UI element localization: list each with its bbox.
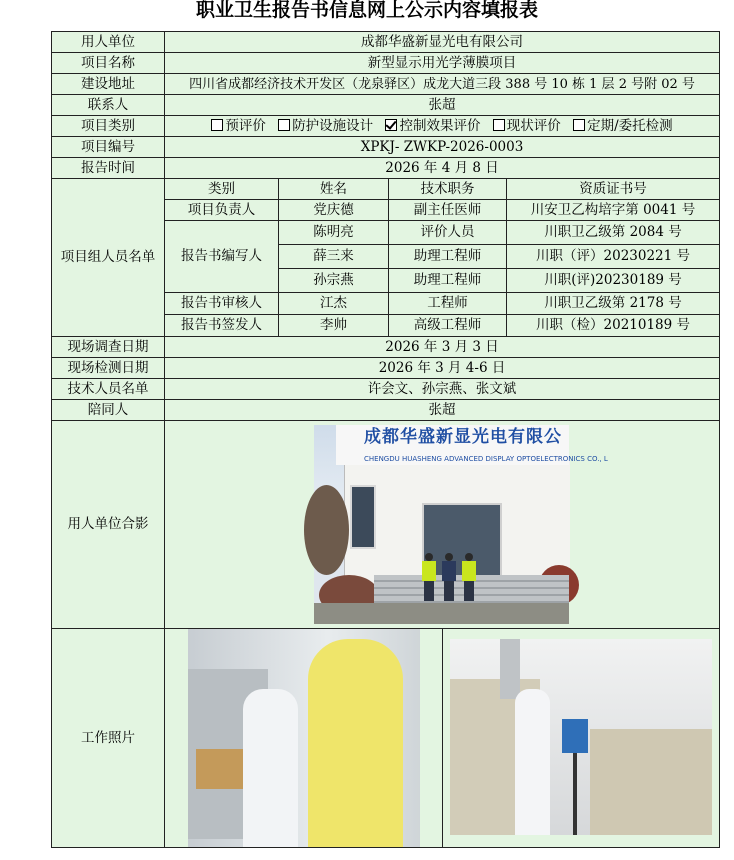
technicians-label: 技术人员名单: [52, 379, 165, 400]
photo-ground: [314, 603, 569, 624]
contact-value: 张超: [165, 95, 720, 116]
reviewer-role: 报告书审核人: [165, 293, 279, 315]
category-option-control-effect[interactable]: 控制效果评价: [385, 118, 480, 134]
disclosure-form-table: [51, 31, 720, 848]
person-figure: [422, 553, 436, 601]
team-header-category: 类别: [165, 179, 279, 200]
category-option-protection-design[interactable]: 防护设施设计: [278, 118, 373, 134]
address-label: 建设地址: [52, 74, 165, 95]
writer-name: 薛三来: [279, 245, 389, 269]
survey-date-label: 现场调查日期: [52, 337, 165, 358]
report-time-label: 报告时间: [52, 158, 165, 179]
row-escort: [52, 400, 720, 421]
photo-window: [350, 485, 376, 549]
category-option-periodic-test[interactable]: 定期/委托检测: [573, 118, 673, 134]
row-work-photos: [52, 629, 720, 848]
team-header-title: 技术职务: [389, 179, 507, 200]
leader-cert: 川安卫乙构培字第 0041 号: [507, 200, 720, 221]
checkbox-icon: [573, 119, 585, 131]
writer-name: 孙宗燕: [279, 269, 389, 293]
row-category: [52, 116, 720, 137]
project-no-label: 项目编号: [52, 137, 165, 158]
photo-sign-band: [336, 425, 608, 465]
writer-cert: 川职卫乙级第 2084 号: [507, 221, 720, 245]
writer-title: 评价人员: [389, 221, 507, 245]
writer-cert: 川职(评)20230189 号: [507, 269, 720, 293]
row-group-photo: [52, 421, 720, 629]
row-report-time: [52, 158, 720, 179]
project-name-value: 新型显示用光学薄膜项目: [165, 53, 720, 74]
team-header-row: [52, 179, 720, 200]
leader-role: 项目负责人: [165, 200, 279, 221]
checkbox-icon: [493, 119, 505, 131]
contact-label: 联系人: [52, 95, 165, 116]
work-photo-cell-2: [443, 629, 720, 848]
work-photo-cell-1: [165, 629, 443, 848]
work-photo-equipment-test: [450, 639, 712, 835]
category-option-pre-eval[interactable]: 预评价: [211, 118, 266, 134]
employer-label: 用人单位: [52, 32, 165, 53]
address-value: 四川省成都经济技术开发区（龙泉驿区）成龙大道三段 388 号 10 栋 1 层 2 号附 02 号: [165, 74, 720, 95]
issuer-name: 李帅: [279, 315, 389, 337]
group-photo-label: 用人单位合影: [52, 421, 165, 629]
company-sign-text: 成都华盛新显光电有限公: [364, 427, 562, 447]
issuer-role: 报告书签发人: [165, 315, 279, 337]
project-no-value: XPKJ- ZWKP-2026-0003: [165, 137, 720, 158]
writer-title: 助理工程师: [389, 245, 507, 269]
leader-title: 副主任医师: [389, 200, 507, 221]
group-photo-image: [314, 425, 608, 624]
row-contact: [52, 95, 720, 116]
group-photo-cell: [165, 421, 720, 629]
form-title: 职业卫生报告书信息网上公示内容填报表: [195, 0, 538, 21]
person-figure: [442, 553, 456, 601]
worker-yellow-suit: [308, 639, 403, 847]
row-survey-date: [52, 337, 720, 358]
row-test-date: [52, 358, 720, 379]
writers-role: 报告书编写人: [165, 221, 279, 293]
row-project-name: [52, 53, 720, 74]
technicians-value: 许会文、孙宗燕、张文斌: [165, 379, 720, 400]
work-photos-label: 工作照片: [52, 629, 165, 848]
checkbox-icon: [211, 119, 223, 131]
escort-value: 张超: [165, 400, 720, 421]
worker-white-suit: [515, 689, 550, 835]
checkbox-checked-icon: [385, 119, 397, 131]
tripod: [573, 753, 577, 835]
writer-title: 助理工程师: [389, 269, 507, 293]
row-technicians: [52, 379, 720, 400]
person-figure: [462, 553, 476, 601]
category-option-status-eval[interactable]: 现状评价: [493, 118, 561, 134]
category-options: [165, 116, 720, 137]
escort-label: 陪同人: [52, 400, 165, 421]
test-date-label: 现场检测日期: [52, 358, 165, 379]
checkbox-icon: [278, 119, 290, 131]
row-project-no: [52, 137, 720, 158]
team-header-name: 姓名: [279, 179, 389, 200]
team-header-cert: 资质证书号: [507, 179, 720, 200]
category-label: 项目类别: [52, 116, 165, 137]
leader-name: 党庆德: [279, 200, 389, 221]
issuer-cert: 川职（检）20210189 号: [507, 315, 720, 337]
row-employer: [52, 32, 720, 53]
row-address: [52, 74, 720, 95]
employer-value: 成都华盛新显光电有限公司: [165, 32, 720, 53]
survey-date-value: 2026 年 3 月 3 日: [165, 337, 720, 358]
photo-tree: [304, 485, 349, 575]
project-name-label: 项目名称: [52, 53, 165, 74]
photo-duct: [500, 639, 520, 699]
writer-cert: 川职（评）20230221 号: [507, 245, 720, 269]
report-time-value: 2026 年 4 月 8 日: [165, 158, 720, 179]
writer-name: 陈明亮: [279, 221, 389, 245]
sound-meter-device: [562, 719, 588, 753]
work-photo-cleanroom: [188, 629, 420, 847]
reviewer-name: 江杰: [279, 293, 389, 315]
test-date-value: 2026 年 3 月 4-6 日: [165, 358, 720, 379]
worker-white-suit: [243, 689, 298, 847]
reviewer-cert: 川职卫乙级第 2178 号: [507, 293, 720, 315]
issuer-title: 高级工程师: [389, 315, 507, 337]
company-sign-english: CHENGDU HUASHENG ADVANCED DISPLAY OPTOELECTRONICS CO., L: [364, 455, 608, 463]
reviewer-title: 工程师: [389, 293, 507, 315]
team-label: 项目组人员名单: [52, 179, 165, 337]
photo-machine: [590, 729, 712, 835]
